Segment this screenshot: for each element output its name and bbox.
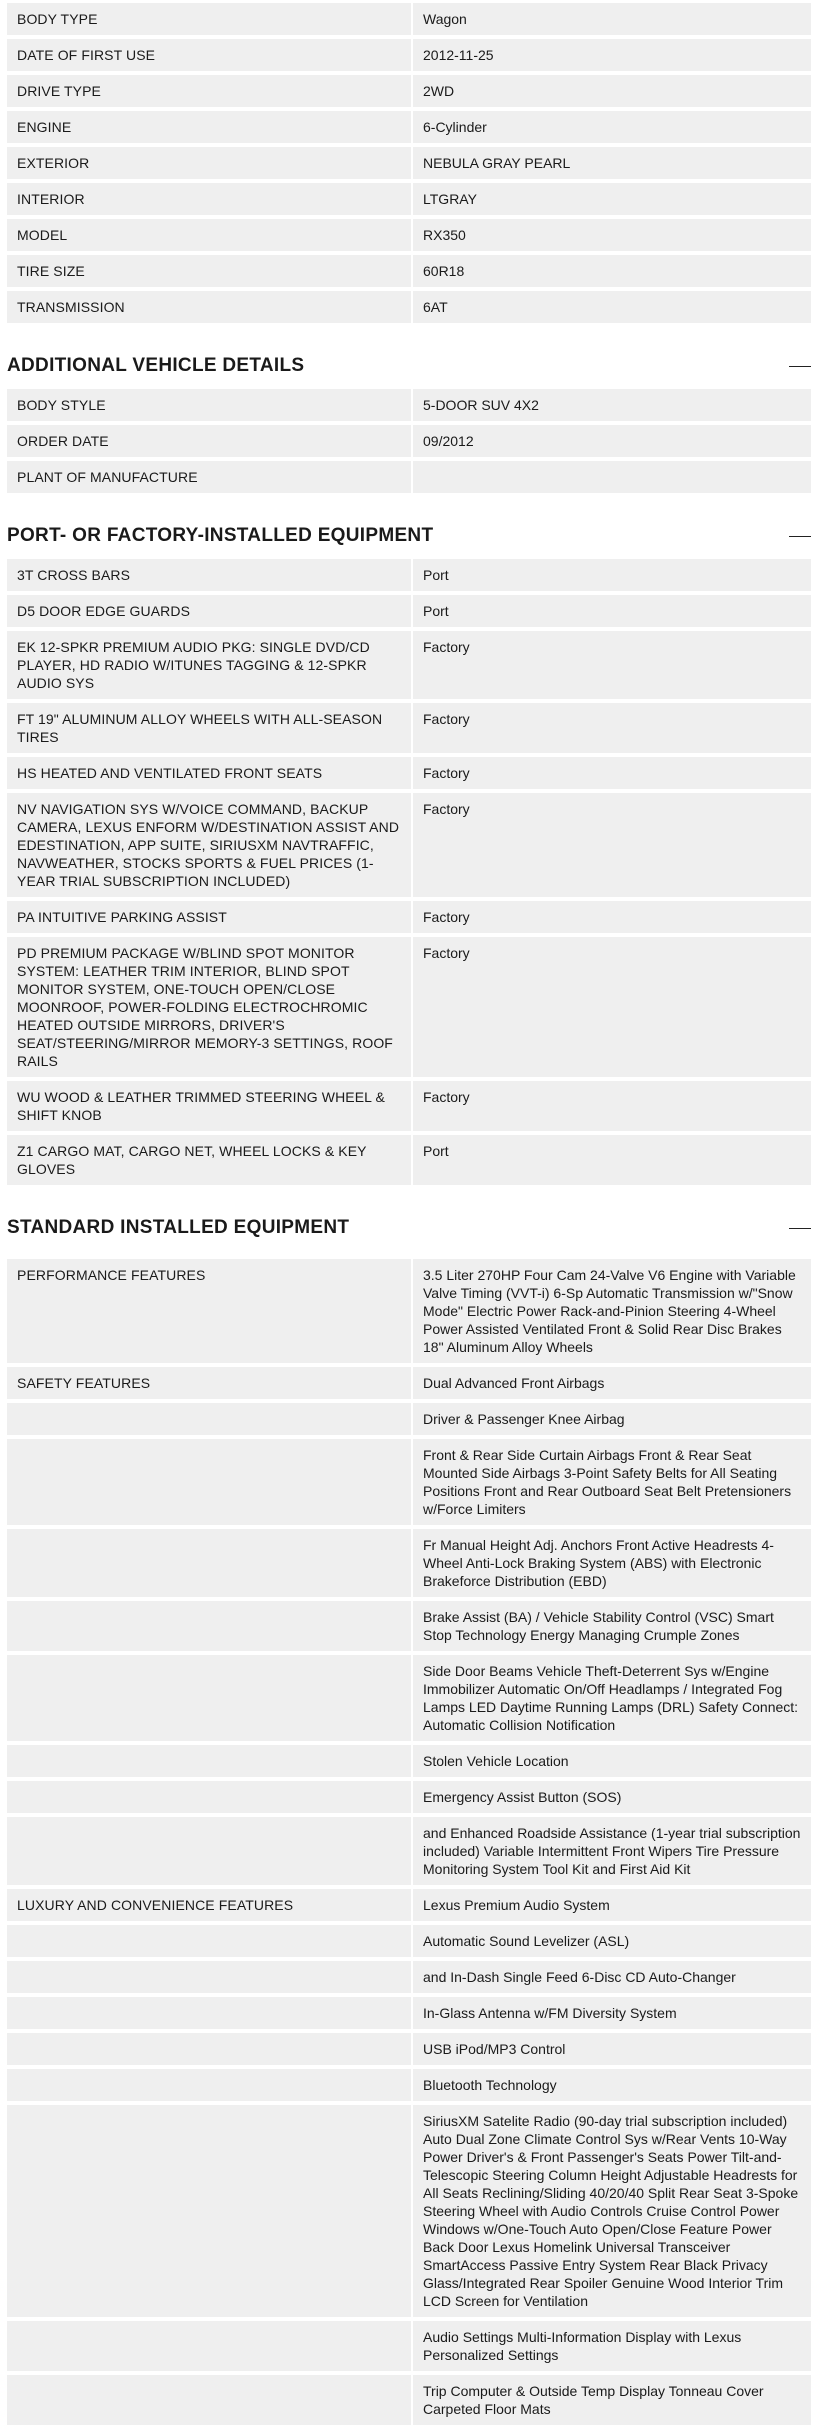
row-label: DRIVE TYPE bbox=[7, 75, 411, 107]
row-label: PD PREMIUM PACKAGE W/BLIND SPOT MONITOR SYSTEM: LEATHER TRIM INTERIOR, BLIND SPOT MONITOR SYSTEM, ONE-TOUCH OPEN/CLOSE MOONROOF, POWER-FOLDING ELECTROCHROMIC HEATED OUTSIDE MIRRORS, DRIVER'S SEAT/STEERING/MIRROR MEMORY-3 SETTINGS, ROOF RAILS bbox=[7, 937, 411, 1077]
additional-details-header[interactable] bbox=[7, 345, 811, 389]
row-label: Z1 CARGO MAT, CARGO NET, WHEEL LOCKS & KEY GLOVES bbox=[7, 1135, 411, 1185]
row-label: INTERIOR bbox=[7, 183, 411, 215]
row-label bbox=[7, 2375, 411, 2425]
row-value: Lexus Premium Audio System bbox=[413, 1889, 811, 1921]
row-value: Factory bbox=[413, 1081, 811, 1131]
row-label: MODEL bbox=[7, 219, 411, 251]
row-label bbox=[7, 2069, 411, 2101]
row-value: NEBULA GRAY PEARL bbox=[413, 147, 811, 179]
row-value: Automatic Sound Levelizer (ASL) bbox=[413, 1925, 811, 1957]
table-row bbox=[7, 461, 811, 493]
section-title: ADDITIONAL VEHICLE DETAILS bbox=[7, 355, 305, 376]
table-row bbox=[7, 1601, 811, 1651]
section-title: STANDARD INSTALLED EQUIPMENT bbox=[7, 1217, 350, 1238]
row-value: Wagon bbox=[413, 3, 811, 35]
row-value: and In-Dash Single Feed 6-Disc CD Auto-Changer bbox=[413, 1961, 811, 1993]
row-label: ORDER DATE bbox=[7, 425, 411, 457]
table-row bbox=[7, 1135, 811, 1185]
table-row bbox=[7, 219, 811, 251]
row-value: Factory bbox=[413, 793, 811, 897]
row-label: WU WOOD & LEATHER TRIMMED STEERING WHEEL & SHIFT KNOB bbox=[7, 1081, 411, 1131]
row-value: Factory bbox=[413, 757, 811, 789]
table-row bbox=[7, 793, 811, 897]
row-label: FT 19" ALUMINUM ALLOY WHEELS WITH ALL-SEASON TIRES bbox=[7, 703, 411, 753]
row-value: Factory bbox=[413, 901, 811, 933]
row-label: PLANT OF MANUFACTURE bbox=[7, 461, 411, 493]
table-row bbox=[7, 1403, 811, 1435]
table-row bbox=[7, 291, 811, 323]
row-label: TIRE SIZE bbox=[7, 255, 411, 287]
row-label bbox=[7, 2033, 411, 2065]
table-row bbox=[7, 1997, 811, 2029]
table-row bbox=[7, 1367, 811, 1399]
section-title: PORT- OR FACTORY-INSTALLED EQUIPMENT bbox=[7, 525, 434, 546]
row-label: DATE OF FIRST USE bbox=[7, 39, 411, 71]
table-row bbox=[7, 2321, 811, 2371]
row-value: 5-DOOR SUV 4X2 bbox=[413, 389, 811, 421]
row-label bbox=[7, 1529, 411, 1597]
row-value: LTGRAY bbox=[413, 183, 811, 215]
table-row bbox=[7, 2105, 811, 2317]
table-row bbox=[7, 2033, 811, 2065]
row-value: 2012-11-25 bbox=[413, 39, 811, 71]
row-value: Stolen Vehicle Location bbox=[413, 1745, 811, 1777]
row-value: Emergency Assist Button (SOS) bbox=[413, 1781, 811, 1813]
table-row bbox=[7, 631, 811, 699]
table-row bbox=[7, 2069, 811, 2101]
row-label: SAFETY FEATURES bbox=[7, 1367, 411, 1399]
row-label bbox=[7, 1781, 411, 1813]
row-value: Brake Assist (BA) / Vehicle Stability Control (VSC) Smart Stop Technology Energy Managing Crumple Zones bbox=[413, 1601, 811, 1651]
row-label bbox=[7, 1655, 411, 1741]
row-value: 6-Cylinder bbox=[413, 111, 811, 143]
collapse-icon[interactable] bbox=[789, 1228, 811, 1229]
table-row bbox=[7, 1529, 811, 1597]
row-label: EXTERIOR bbox=[7, 147, 411, 179]
row-label bbox=[7, 1925, 411, 1957]
row-label bbox=[7, 1601, 411, 1651]
table-row bbox=[7, 1655, 811, 1741]
row-label: PA INTUITIVE PARKING ASSIST bbox=[7, 901, 411, 933]
table-row bbox=[7, 2375, 811, 2425]
row-value: Bluetooth Technology bbox=[413, 2069, 811, 2101]
port-factory-table bbox=[0, 559, 818, 1185]
table-row bbox=[7, 1781, 811, 1813]
row-value: Fr Manual Height Adj. Anchors Front Active Headrests 4-Wheel Anti-Lock Braking System (ABS) with Electronic Brakeforce Distribution (EBD) bbox=[413, 1529, 811, 1597]
port-factory-header[interactable] bbox=[7, 515, 811, 559]
row-label: TRANSMISSION bbox=[7, 291, 411, 323]
row-label: ENGINE bbox=[7, 111, 411, 143]
table-row bbox=[7, 559, 811, 591]
row-value bbox=[413, 461, 811, 493]
vehicle-info-table bbox=[0, 0, 818, 323]
collapse-icon[interactable] bbox=[789, 366, 811, 367]
row-value: Factory bbox=[413, 703, 811, 753]
row-label: BODY TYPE bbox=[7, 3, 411, 35]
table-row bbox=[7, 1745, 811, 1777]
row-value: 3.5 Liter 270HP Four Cam 24-Valve V6 Engine with Variable Valve Timing (VVT-i) 6-Sp Automatic Transmission w/"Snow Mode" Electric Power Rack-and-Pinion Steering 4-Wheel Power Assisted Ventilated Front & Solid Rear Disc Brakes 18" Aluminum Alloy Wheels bbox=[413, 1259, 811, 1363]
row-value: Front & Rear Side Curtain Airbags Front & Rear Seat Mounted Side Airbags 3-Point Safety Belts for All Seating Positions Front and Rear Outboard Seat Belt Pretensioners w/Force Limiters bbox=[413, 1439, 811, 1525]
row-value: Trip Computer & Outside Temp Display Tonneau Cover Carpeted Floor Mats bbox=[413, 2375, 811, 2425]
table-row bbox=[7, 3, 811, 35]
row-value: In-Glass Antenna w/FM Diversity System bbox=[413, 1997, 811, 2029]
table-row bbox=[7, 389, 811, 421]
row-label: LUXURY AND CONVENIENCE FEATURES bbox=[7, 1889, 411, 1921]
row-value: 2WD bbox=[413, 75, 811, 107]
row-label: NV NAVIGATION SYS W/VOICE COMMAND, BACKUP CAMERA, LEXUS ENFORM W/DESTINATION ASSIST AND EDESTINATION, APP SUITE, SIRIUSXM NAVTRAFFIC, NAVWEATHER, STOCKS SPORTS & FUEL PRICES (1-YEAR TRIAL SUBSCRIPTION INCLUDED) bbox=[7, 793, 411, 897]
row-value: Port bbox=[413, 595, 811, 627]
row-value: USB iPod/MP3 Control bbox=[413, 2033, 811, 2065]
table-row bbox=[7, 1925, 811, 1957]
row-label bbox=[7, 1745, 411, 1777]
table-row bbox=[7, 937, 811, 1077]
row-value: Dual Advanced Front Airbags bbox=[413, 1367, 811, 1399]
row-label: 3T CROSS BARS bbox=[7, 559, 411, 591]
table-row bbox=[7, 1439, 811, 1525]
table-row bbox=[7, 595, 811, 627]
row-label bbox=[7, 1961, 411, 1993]
row-value: Port bbox=[413, 1135, 811, 1185]
row-label: BODY STYLE bbox=[7, 389, 411, 421]
row-value: Side Door Beams Vehicle Theft-Deterrent Sys w/Engine Immobilizer Automatic On/Off Headlamps / Integrated Fog Lamps LED Daytime Running Lamps (DRL) Safety Connect: Automatic Collision Notification bbox=[413, 1655, 811, 1741]
table-row bbox=[7, 1817, 811, 1885]
table-row bbox=[7, 1961, 811, 1993]
table-row bbox=[7, 1081, 811, 1131]
row-value: SiriusXM Satelite Radio (90-day trial subscription included) Auto Dual Zone Climate Control Sys w/Rear Vents 10-Way Power Driver's & Front Passenger's Seats Power Tilt-and-Telescopic Steering Column Height Adjustable Headrests for All Seats Reclining/Sliding 40/20/40 Split Rear Seat 3-Spoke Steering Wheel with Audio Controls Cruise Control Power Windows w/One-Touch Auto Open/Close Feature Power Back Door Lexus Homelink Universal Transceiver SmartAccess Passive Entry System Rear Black Privacy Glass/Integrated Rear Spoiler Genuine Wood Interior Trim LCD Screen for Ventilation bbox=[413, 2105, 811, 2317]
row-label: HS HEATED AND VENTILATED FRONT SEATS bbox=[7, 757, 411, 789]
standard-equipment-table bbox=[0, 1251, 818, 2425]
table-row bbox=[7, 901, 811, 933]
row-label bbox=[7, 2105, 411, 2317]
table-row bbox=[7, 1889, 811, 1921]
table-row bbox=[7, 147, 811, 179]
row-value: 09/2012 bbox=[413, 425, 811, 457]
table-row bbox=[7, 703, 811, 753]
row-label bbox=[7, 1403, 411, 1435]
table-row bbox=[7, 39, 811, 71]
row-value: Factory bbox=[413, 937, 811, 1077]
table-row bbox=[7, 1259, 811, 1363]
row-value: 6AT bbox=[413, 291, 811, 323]
row-value: Driver & Passenger Knee Airbag bbox=[413, 1403, 811, 1435]
row-value: and Enhanced Roadside Assistance (1-year trial subscription included) Variable Intermittent Front Wipers Tire Pressure Monitoring System Tool Kit and First Aid Kit bbox=[413, 1817, 811, 1885]
row-value: 60R18 bbox=[413, 255, 811, 287]
row-label bbox=[7, 2321, 411, 2371]
table-row bbox=[7, 75, 811, 107]
row-label bbox=[7, 1817, 411, 1885]
collapse-icon[interactable] bbox=[789, 536, 811, 537]
additional-details-table bbox=[0, 389, 818, 493]
table-row bbox=[7, 255, 811, 287]
standard-equipment-header[interactable] bbox=[7, 1207, 811, 1251]
row-value: Audio Settings Multi-Information Display with Lexus Personalized Settings bbox=[413, 2321, 811, 2371]
row-label: EK 12-SPKR PREMIUM AUDIO PKG: SINGLE DVD/CD PLAYER, HD RADIO W/ITUNES TAGGING & 12-SPKR AUDIO SYS bbox=[7, 631, 411, 699]
row-value: RX350 bbox=[413, 219, 811, 251]
row-value: Port bbox=[413, 559, 811, 591]
table-row bbox=[7, 111, 811, 143]
table-row bbox=[7, 425, 811, 457]
row-value: Factory bbox=[413, 631, 811, 699]
row-label bbox=[7, 1997, 411, 2029]
row-label: PERFORMANCE FEATURES bbox=[7, 1259, 411, 1363]
row-label: D5 DOOR EDGE GUARDS bbox=[7, 595, 411, 627]
table-row bbox=[7, 757, 811, 789]
row-label bbox=[7, 1439, 411, 1525]
table-row bbox=[7, 183, 811, 215]
